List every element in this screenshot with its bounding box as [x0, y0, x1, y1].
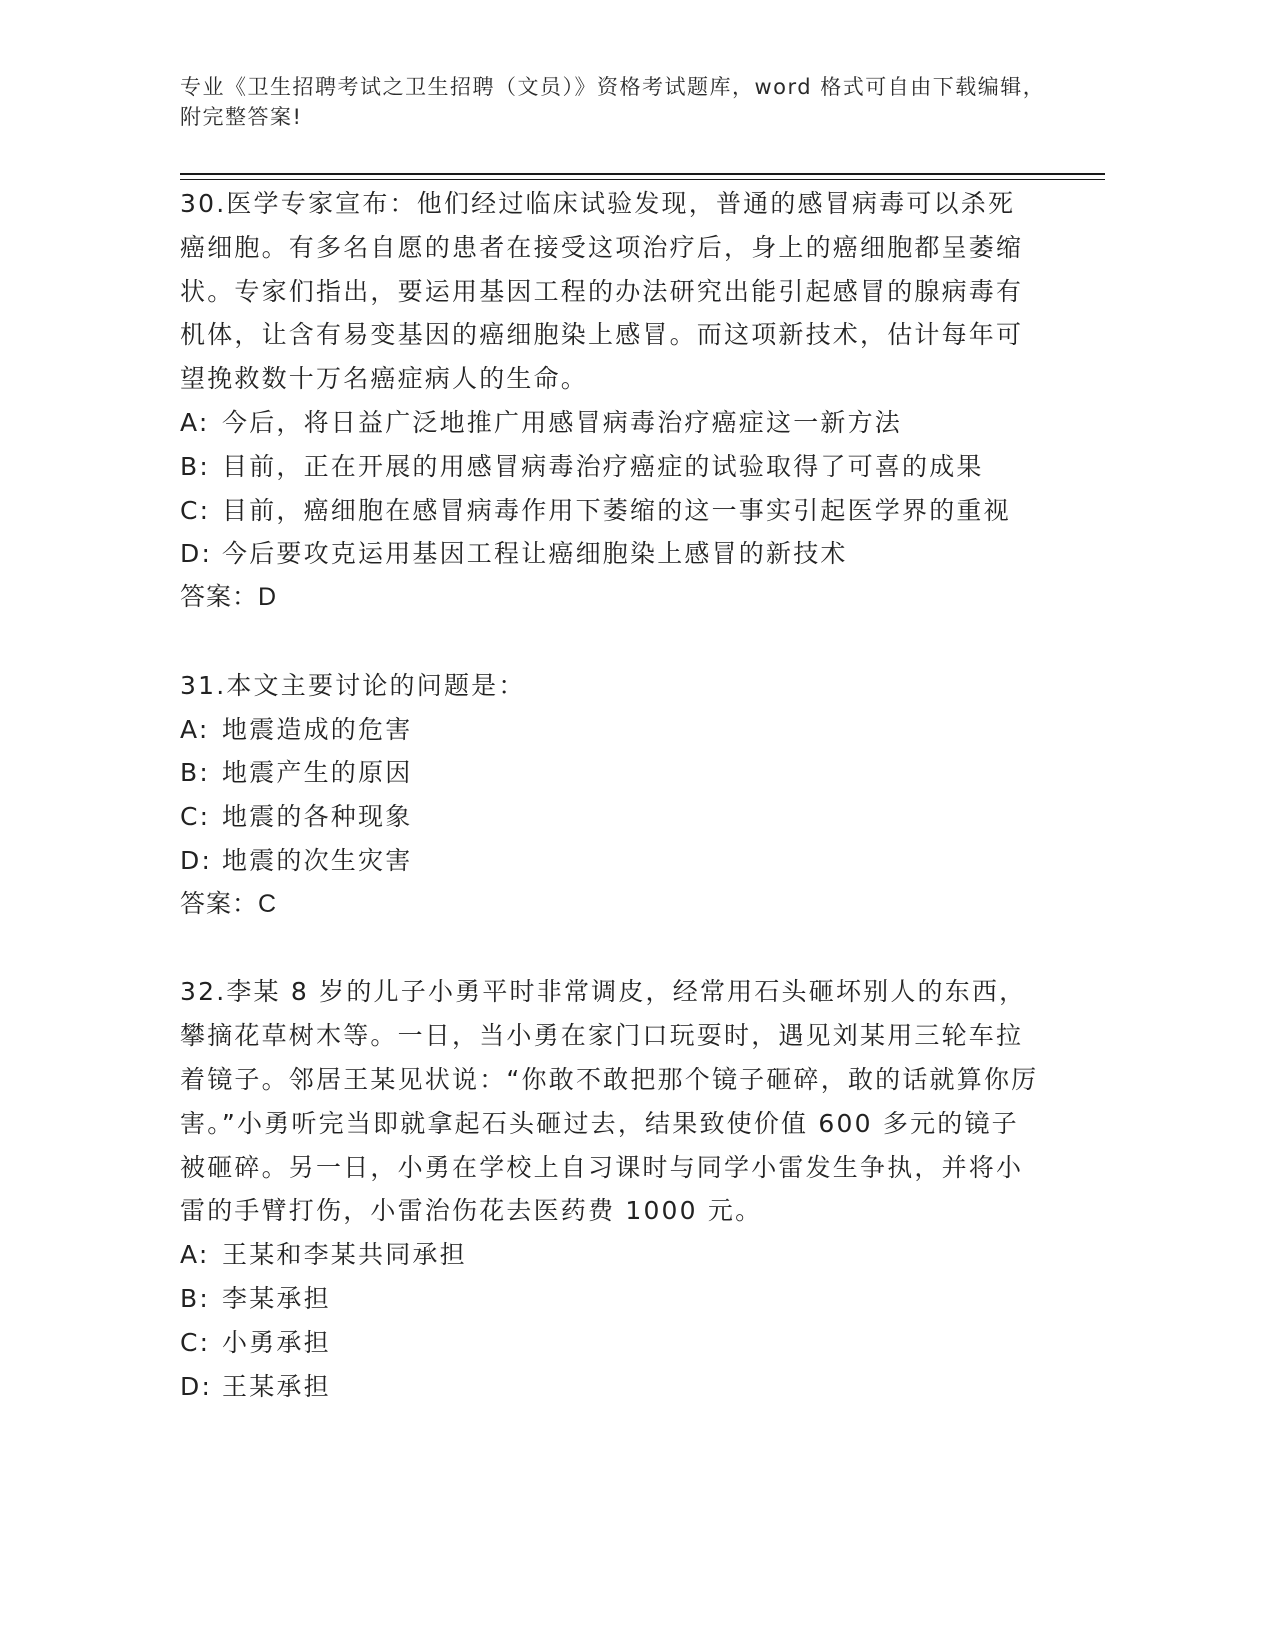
option-letter: B: — [180, 1283, 210, 1313]
question-list — [180, 182, 1040, 1408]
option-c — [180, 1321, 1040, 1365]
option-letter: C: — [180, 1327, 211, 1357]
option-d — [180, 839, 1040, 883]
option-text: 王某承担 — [222, 1371, 331, 1401]
question-stem: 31.本文主要讨论的问题是： — [180, 670, 526, 700]
option-c — [180, 489, 1040, 533]
question-30 — [180, 182, 1040, 620]
option-b — [180, 751, 1040, 795]
option-text: 王某和李某共同承担 — [222, 1240, 467, 1270]
option-letter: B: — [180, 758, 210, 788]
document-header: 专业《卫生招聘考试之卫生招聘（文员）》资格考试题库，word 格式可自由下载编辑，附完整答案! — [180, 75, 1046, 129]
spacer — [180, 620, 1040, 664]
option-text: 目前，正在开展的用感冒病毒治疗癌症的试验取得了可喜的成果 — [222, 451, 984, 481]
option-text: 小勇承担 — [222, 1327, 331, 1357]
option-text: 地震的各种现象 — [222, 802, 413, 832]
option-d — [180, 532, 1040, 576]
option-letter: D: — [180, 1371, 213, 1401]
option-letter: B: — [180, 451, 210, 481]
spacer — [180, 927, 1040, 971]
option-d — [180, 1365, 1040, 1409]
answer-line: 答案：D — [180, 583, 278, 612]
header-divider-thin — [180, 179, 1105, 180]
option-text: 李某承担 — [222, 1283, 331, 1313]
option-a — [180, 1233, 1040, 1277]
option-letter: D: — [180, 539, 213, 569]
question-31 — [180, 664, 1040, 927]
option-letter: A: — [180, 714, 210, 744]
option-letter: D: — [180, 845, 213, 875]
option-text: 今后，将日益广泛地推广用感冒病毒治疗癌症这一新方法 — [222, 407, 903, 437]
option-letter: C: — [180, 495, 211, 525]
option-c — [180, 795, 1040, 839]
question-stem: 30.医学专家宣布：他们经过临床试验发现，普通的感冒病毒可以杀死癌细胞。有多名自愿的患者在接受这项治疗后，身上的癌细胞都呈萎缩状。专家们指出，要运用基因工程的办法研究出能引起感冒的腺病毒有机体，让含有易变基因的癌细胞染上感冒。而这项新技术，估计每年可望挽救数十万名癌症病人的生命。 — [180, 189, 1024, 394]
option-letter: A: — [180, 1240, 210, 1270]
question-32 — [180, 970, 1040, 1408]
header-divider-thick — [180, 173, 1105, 175]
option-a — [180, 708, 1040, 752]
option-letter: C: — [180, 802, 211, 832]
answer-line: 答案：C — [180, 889, 278, 918]
option-text: 今后要攻克运用基因工程让癌细胞染上感冒的新技术 — [222, 539, 848, 569]
option-text: 地震的次生灾害 — [222, 845, 413, 875]
option-b — [180, 445, 1040, 489]
option-text: 地震产生的原因 — [222, 758, 413, 788]
option-text: 地震造成的危害 — [222, 714, 413, 744]
option-text: 目前，癌细胞在感冒病毒作用下萎缩的这一事实引起医学界的重视 — [222, 495, 1011, 525]
option-a — [180, 401, 1040, 445]
option-b — [180, 1277, 1040, 1321]
question-stem: 32.李某 8 岁的儿子小勇平时非常调皮，经常用石头砸坏别人的东西，攀摘花草树木等。一日，当小勇在家门口玩耍时，遇见刘某用三轮车拉着镜子。邻居王某见状说：“你敢不敢把那个镜子砸碎，敢的话就算你厉害。”小勇听完当即就拿起石头砸过去，结果致使价值 600 多元的镜子被砸碎。另一日，小勇在学校上自习课时与同学小雷发生争执，并将小雷的手臂打伤，小雷治伤花去医药费 1000 元。 — [180, 977, 1039, 1226]
option-letter: A: — [180, 407, 210, 437]
